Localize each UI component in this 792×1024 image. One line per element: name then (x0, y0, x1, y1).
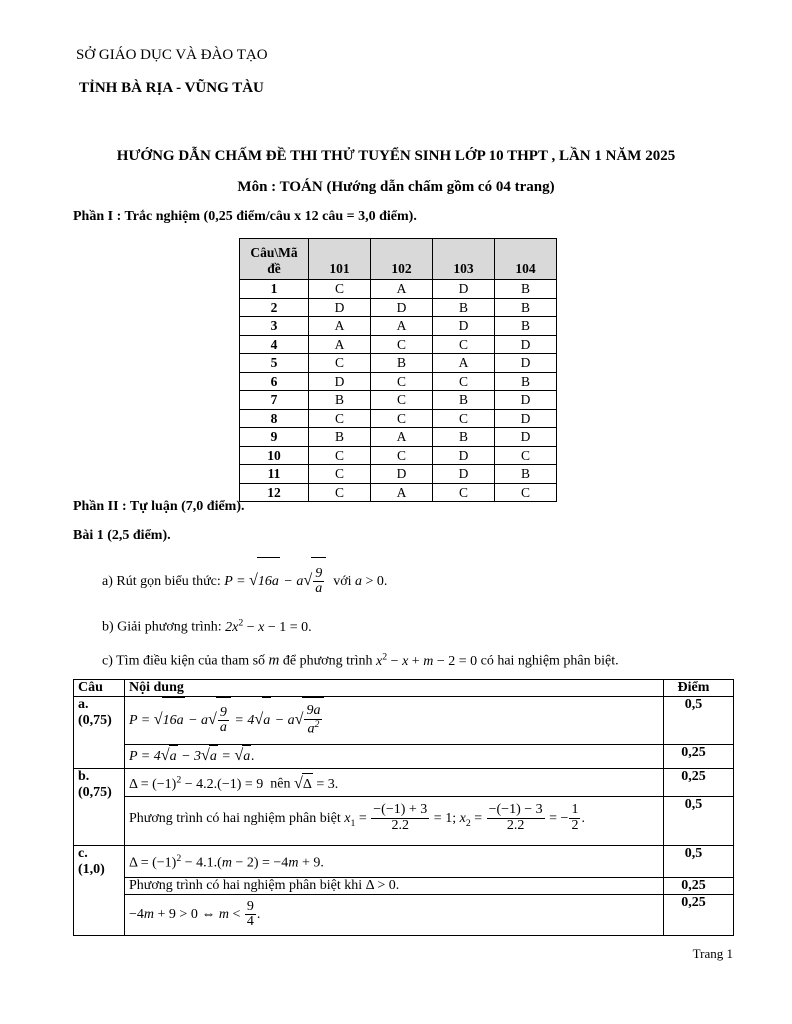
answer-cell: D (495, 335, 557, 354)
expression-p: P = √16a − a√ $\frac{9}{a}$ (224, 574, 326, 589)
answer-cell: B (309, 428, 371, 447)
answer-key-row (240, 446, 557, 465)
answer-cell: D (309, 372, 371, 391)
param-m: m (268, 652, 280, 669)
question-number: 12 (240, 483, 309, 502)
answer-key-row (240, 317, 557, 336)
grading-table (73, 679, 734, 936)
equation-b: $2x^2 - x - 1 = 0$. (225, 617, 312, 635)
answer-key-row (240, 391, 557, 410)
answer-cell: D (433, 280, 495, 299)
question-c-prefix: c) Tìm điều kiện của tham số (102, 653, 266, 669)
answer-key-row (240, 428, 557, 447)
answer-cell: A (371, 428, 433, 447)
answer-cell: D (495, 391, 557, 410)
question-number: 2 (240, 298, 309, 317)
answer-key-row (240, 409, 557, 428)
answer-key-row (240, 354, 557, 373)
question-b (102, 617, 312, 636)
score-a1: 0,5 (664, 697, 734, 745)
answer-cell: C (495, 446, 557, 465)
grading-row-b2 (74, 796, 734, 846)
answer-cell: A (371, 280, 433, 299)
document-title: HƯỚNG DẪN CHẤM ĐỀ THI THỬ TUYỂN SINH LỚP 10 THPT , LẦN 1 NĂM 2025 (116, 148, 676, 164)
grading-row-c1 (74, 846, 734, 878)
corner-line2: đề (267, 261, 281, 276)
answer-key-row (240, 483, 557, 502)
grading-row-c2 (74, 878, 734, 895)
answer-cell: C (371, 446, 433, 465)
answer-cell: A (433, 354, 495, 373)
subject-line: Môn : TOÁN (Hướng dẫn chấm gồm có 04 trang) (237, 179, 555, 195)
answer-cell: D (371, 465, 433, 484)
answer-key-row (240, 465, 557, 484)
label-b-text: b. (78, 769, 90, 784)
bai1-heading: Bài 1 (2,5 điểm). (73, 528, 171, 543)
question-c-suffix: có hai nghiệm phân biệt. (480, 653, 619, 669)
answer-cell: C (433, 335, 495, 354)
code-header: 104 (495, 239, 557, 280)
answer-cell: C (371, 409, 433, 428)
answer-cell: C (433, 372, 495, 391)
answer-key-table (239, 238, 557, 502)
label-b (74, 769, 125, 846)
answer-cell: B (371, 354, 433, 373)
answer-cell: A (309, 335, 371, 354)
answer-cell: D (371, 298, 433, 317)
header-cau: Câu (74, 680, 125, 697)
answer-cell: C (371, 335, 433, 354)
answer-key-row (240, 335, 557, 354)
answer-cell: C (309, 354, 371, 373)
grading-row-b1 (74, 769, 734, 797)
code-header: 103 (433, 239, 495, 280)
label-c-points: (1,0) (78, 862, 105, 878)
answer-cell: C (433, 483, 495, 502)
question-number: 3 (240, 317, 309, 336)
solution-a1: P = √16a − a√ $\frac{9}{a}$ = 4√a − a√ $\frac{9a}{a^2}$ (125, 697, 664, 745)
answer-key-row (240, 280, 557, 299)
answer-cell: D (495, 428, 557, 447)
grading-header-row (74, 680, 734, 697)
question-a-suffix: với (333, 574, 352, 589)
question-b-prefix: b) Giải phương trình: (102, 619, 222, 635)
question-c (102, 651, 619, 670)
answer-cell: C (495, 483, 557, 502)
answer-cell: B (309, 391, 371, 410)
answer-cell: C (371, 391, 433, 410)
question-number: 6 (240, 372, 309, 391)
solution-b2-text: Phương trình có hai nghiệm phân biệt (129, 810, 341, 826)
page-number: Trang 1 (692, 946, 733, 961)
answer-cell: D (495, 354, 557, 373)
score-b1: 0,25 (664, 769, 734, 797)
answer-key-row (240, 298, 557, 317)
code-header: 102 (371, 239, 433, 280)
part1-heading: Phần I : Trắc nghiệm (0,25 điểm/câu x 12 câu = 3,0 điểm). (73, 209, 417, 224)
question-number: 10 (240, 446, 309, 465)
question-number: 4 (240, 335, 309, 354)
answer-cell: A (371, 317, 433, 336)
part2-heading: Phần II : Tự luận (7,0 điểm). (73, 499, 245, 514)
answer-cell: D (433, 465, 495, 484)
label-a-text: a. (78, 697, 89, 712)
label-a-points: (0,75) (78, 713, 112, 728)
question-number: 9 (240, 428, 309, 447)
province-name: TỈNH BÀ RỊA - VŨNG TÀU (79, 80, 264, 96)
answer-cell: C (433, 409, 495, 428)
condition-a: a (354, 574, 362, 589)
label-c (74, 846, 125, 936)
question-number: 8 (240, 409, 309, 428)
answer-cell: D (495, 409, 557, 428)
answer-cell: C (371, 372, 433, 391)
question-number: 11 (240, 465, 309, 484)
score-c1: 0,5 (664, 846, 734, 878)
header-diem: Điểm (664, 680, 734, 697)
solution-b2: Phương trình có hai nghiệm phân biệt $x_1$ = $\frac{-(-1) + 3}{2.2}$ = 1; $x_2$ = $\frac{-(-1) - 3}{2.2}$ = − $\frac{1}{2}$ . (125, 796, 664, 846)
solution-c1: $\Delta = (-1)^2 - 4.1.(m - 2) = -4m + 9$. (125, 846, 664, 878)
answer-key-header (240, 239, 557, 280)
question-a: a) Rút gọn biểu thức: P = √16a − a√ $\frac{9}{a}$ với a > 0. (102, 557, 387, 605)
answer-cell: B (433, 391, 495, 410)
answer-cell: B (433, 428, 495, 447)
question-number: 1 (240, 280, 309, 299)
answer-cell: A (309, 317, 371, 336)
question-c-mid: để phương trình (282, 653, 373, 669)
grading-row-a1 (74, 697, 734, 745)
department-name: SỞ GIÁO DỤC VÀ ĐÀO TẠO (76, 47, 268, 63)
grading-row-c3 (74, 895, 734, 936)
question-number: 5 (240, 354, 309, 373)
label-a (74, 697, 125, 769)
solution-c2: Phương trình có hai nghiệm phân biệt khi Δ > 0. (125, 878, 664, 895)
answer-cell: C (309, 465, 371, 484)
solution-c3: −4m + 9 > 0 ⇔ m < $\frac{9}{4}$ . (125, 895, 664, 936)
score-a2: 0,25 (664, 745, 734, 769)
corner-line1: Câu\Mã (250, 245, 298, 260)
label-c-text: c. (78, 846, 88, 862)
grading-row-a2 (74, 745, 734, 769)
word-nen: nên (270, 776, 291, 792)
score-c3: 0,25 (664, 895, 734, 936)
answer-cell: B (495, 465, 557, 484)
answer-cell: D (433, 446, 495, 465)
solution-c2-text: Phương trình có hai nghiệm phân biệt khi (129, 878, 363, 894)
answer-cell: A (371, 483, 433, 502)
answer-cell: B (495, 280, 557, 299)
answer-cell: C (309, 446, 371, 465)
score-b2: 0,5 (664, 796, 734, 846)
question-a-prefix: a) Rút gọn biểu thức: (102, 574, 221, 589)
answer-key-row (240, 372, 557, 391)
answer-cell: B (495, 372, 557, 391)
answer-cell: B (495, 298, 557, 317)
score-c2: 0,25 (664, 878, 734, 895)
answer-cell: D (309, 298, 371, 317)
answer-cell: C (309, 483, 371, 502)
answer-cell: C (309, 280, 371, 299)
answer-cell: B (495, 317, 557, 336)
solution-b1: $\Delta = (-1)^2 - 4.2.(-1) = 9$ nên √Δ = 3. (125, 769, 664, 797)
answer-cell: D (433, 317, 495, 336)
label-b-points: (0,75) (78, 785, 112, 800)
code-header: 101 (309, 239, 371, 280)
corner-header (240, 239, 309, 280)
header-noi-dung: Nội dung (125, 680, 664, 697)
equation-c: $x^2 - x + m - 2 = 0$ (376, 651, 478, 669)
answer-cell: C (309, 409, 371, 428)
solution-a2: P = 4√a − 3√a = √a. (125, 745, 664, 769)
question-number: 7 (240, 391, 309, 410)
answer-cell: B (433, 298, 495, 317)
